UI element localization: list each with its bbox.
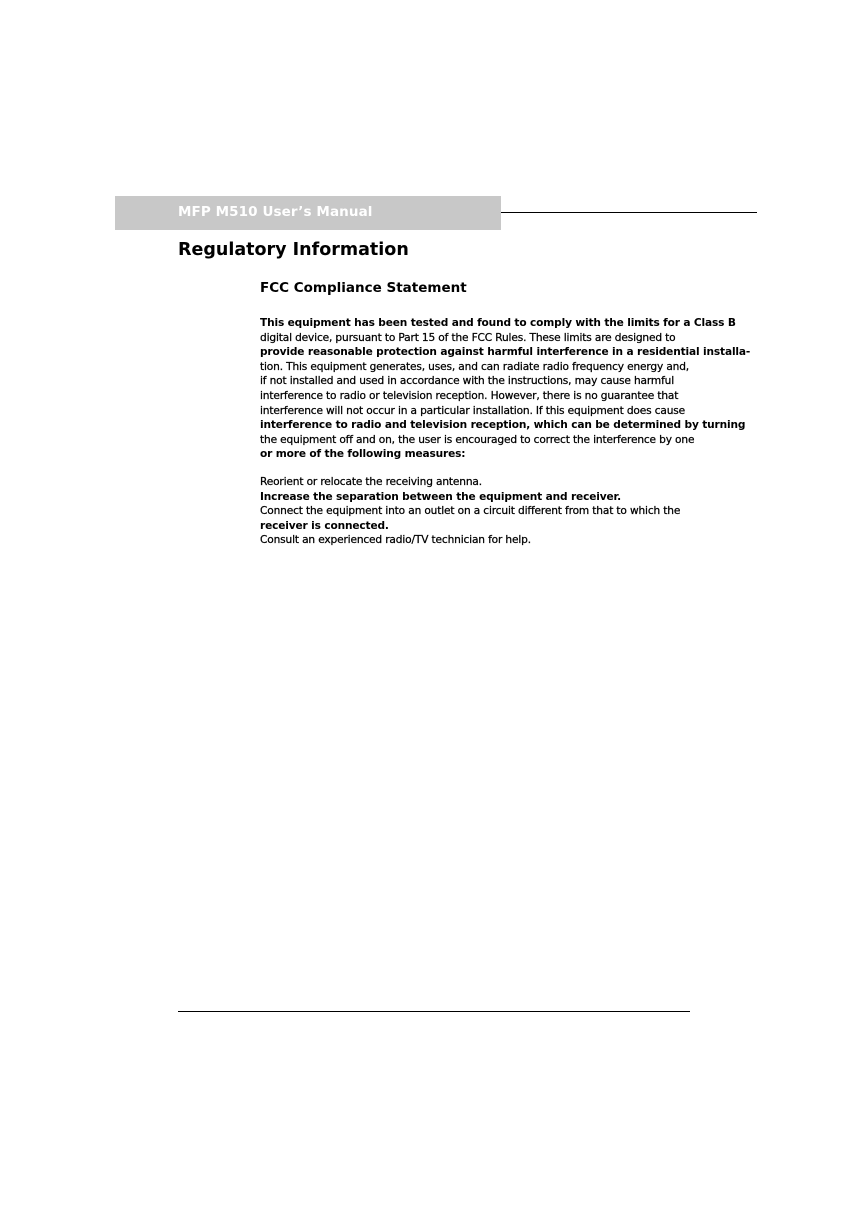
paragraph-line: if not installed and used in accordance with the instructions, may cause harmful — [260, 375, 675, 388]
manual-title: MFP M510 User’s Manual — [178, 204, 373, 220]
paragraph-line: interference to radio or television reception. However, there is no guarantee that — [260, 389, 679, 402]
paragraph-line: the equipment off and on, the user is encouraged to correct the interference by one — [260, 433, 695, 446]
paragraph-line: This equipment has been tested and found to comply with the limits for a Class B — [260, 317, 736, 329]
manual-header-band — [115, 196, 501, 230]
section-title: FCC Compliance Statement — [260, 280, 467, 296]
measures-list — [260, 475, 692, 548]
page-title: Regulatory Information — [178, 240, 409, 260]
footer-divider — [178, 1011, 690, 1012]
paragraph-line: provide reasonable protection against harmful interference in a residential installa- — [260, 346, 751, 359]
measure-line: receiver is connected. — [260, 519, 389, 532]
paragraph-line: digital device, pursuant to Part 15 of the FCC Rules. These limits are designed to — [260, 331, 676, 344]
paragraph-line: or more of the following measures: — [260, 448, 466, 461]
paragraph-line: interference to radio and television reception, which can be determined by turning — [260, 419, 746, 432]
compliance-paragraph — [260, 316, 751, 462]
header-divider — [501, 212, 757, 213]
measure-line: Consult an experienced radio/TV technician for help. — [260, 534, 531, 547]
paragraph-line: interference will not occur in a particular installation. If this equipment does cause — [260, 404, 686, 417]
paragraph-line: tion. This equipment generates, uses, and can radiate radio frequency energy and, — [260, 360, 690, 373]
measure-line: Reorient or relocate the receiving antenna. — [260, 476, 482, 488]
measure-line: Connect the equipment into an outlet on a circuit different from that to which the — [260, 505, 681, 518]
measure-line: Increase the separation between the equipment and receiver. — [260, 490, 621, 503]
